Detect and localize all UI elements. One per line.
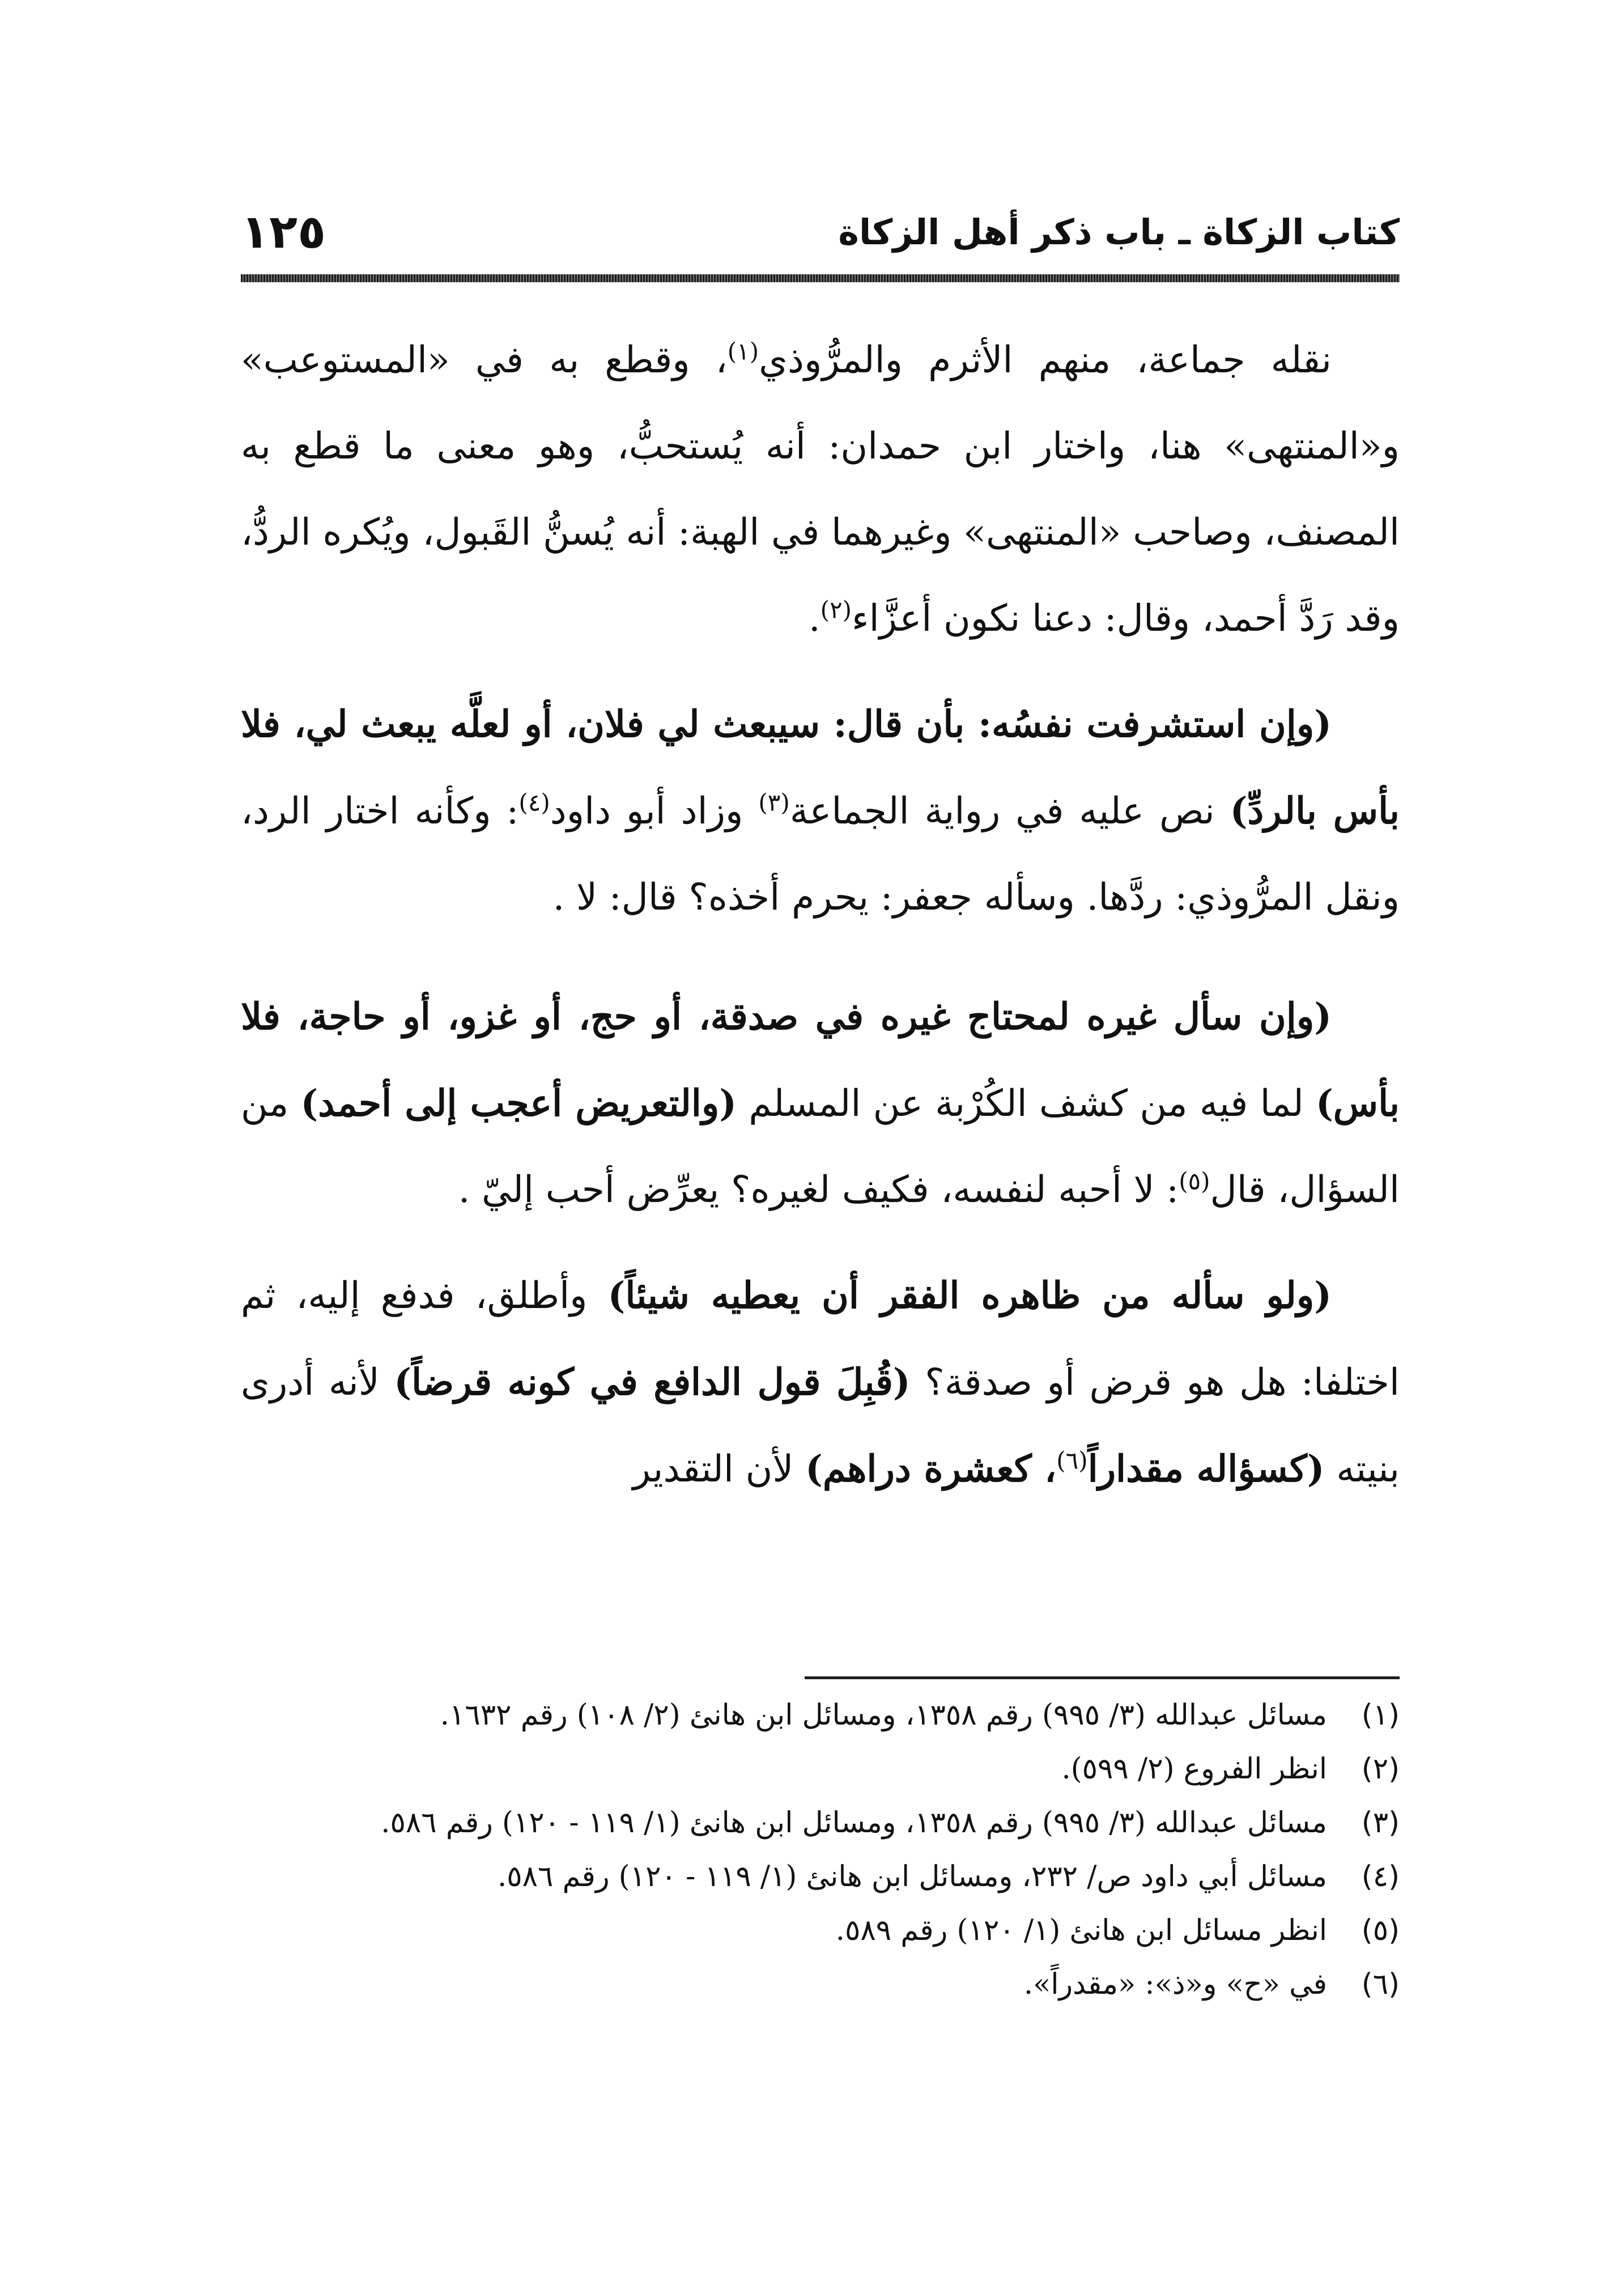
footnote-text: مسائل أبي داود ص/ ٢٣٢، ومسائل ابن هانئ (١/ ١١٩ - ١٢٠) رقم ٥٨٦. <box>498 1860 1327 1893</box>
commentary-text: نقله جماعة، منهم الأثرم والمرُّوذي <box>759 339 1332 381</box>
commentary-text: وزاد أبو داود <box>550 790 759 833</box>
bold-matn-text: (كسؤاله مقداراً <box>1087 1447 1325 1491</box>
footnote-4 <box>241 1850 1400 1903</box>
footnote-reference: (٤) <box>518 788 550 817</box>
header-rule <box>241 274 1400 282</box>
paragraph-2 <box>241 681 1400 941</box>
footnote-1 <box>241 1689 1400 1742</box>
footnote-number: (١) <box>1361 1698 1400 1732</box>
footnote-2 <box>241 1743 1400 1795</box>
footnote-number: (٦) <box>1361 1968 1400 2001</box>
main-text <box>241 317 1400 1644</box>
commentary-text: : لا أحبه لنفسه، فكيف لغيره؟ يعرِّض أحب إليّ . <box>458 1169 1179 1211</box>
commentary-text: : وكأنه اختار الرد، ونقل المرُّوذي: ردَّها. وسأله جعفر: يحرم أخذه؟ قال: لا . <box>241 790 1400 919</box>
footnote-number: (٥) <box>1361 1914 1400 1947</box>
paragraph-1 <box>241 317 1400 662</box>
bold-matn-text: (وإن استشرفت نفسُه: بأن قال: سيبعث لي فلان، أو لعلَّه يبعث لي، فلا بأس بالردِّ) <box>241 703 1400 833</box>
footnote-5 <box>241 1904 1400 1957</box>
footnote-separator <box>805 1676 1400 1679</box>
commentary-text: . <box>809 597 820 640</box>
commentary-text: لأنه أدرى بنيته <box>241 1361 1400 1491</box>
footnote-reference: (٣) <box>758 788 790 817</box>
footnote-text: انظر مسائل ابن هانئ (١/ ١٢٠) رقم ٥٨٩. <box>835 1914 1327 1947</box>
commentary-text: لأن التقدير <box>632 1448 806 1491</box>
footnotes <box>241 1689 1400 2222</box>
commentary-text: لما فيه من كشف الكُرْبة عن المسلم <box>737 1082 1316 1125</box>
footnote-3 <box>241 1797 1400 1849</box>
footnote-text: مسائل عبدالله (٣/ ٩٩٥) رقم ١٣٥٨، ومسائل ابن هانئ (١/ ١١٩ - ١٢٠) رقم ٥٨٦. <box>381 1806 1327 1840</box>
bold-matn-text: (ولو سأله من ظاهره الفقر أن يعطيه شيئاً) <box>607 1274 1332 1317</box>
footnote-number: (٣) <box>1361 1806 1400 1840</box>
commentary-text: ، وقطع به في «المستوعب» و«المنتهى» هنا، واختار ابن حمدان: أنه يُستحبُّ، وهو معنى ما قطع به المصنف، وصاحب «المنتهى» وغيرهما في الهبة: أنه يُسنُّ القَبول، ويُكره الردُّ، وقد رَدَّ أحمد، وقال: دعنا نكون أعزَّاء <box>241 339 1400 640</box>
footnote-reference: (٥) <box>1179 1167 1210 1195</box>
footnote-reference: (٢) <box>820 596 852 624</box>
bold-matn-text: (والتعريض أعجب إلى أحمد) <box>300 1082 737 1125</box>
paragraph-4 <box>241 1252 1400 1513</box>
page-number: ١٢٥ <box>241 205 326 259</box>
page-header <box>241 204 1400 266</box>
footnote-number: (٤) <box>1361 1860 1400 1893</box>
running-title: كتاب الزكاة ـ باب ذكر أهل الزكاة <box>838 211 1400 253</box>
bold-matn-text: (وإن سأل غيره لمحتاج غيره في صدقة، أو حج، أو غزو، أو حاجة، فلا بأس) <box>241 995 1400 1125</box>
commentary-text: نص عليه في رواية الجماعة <box>789 790 1230 833</box>
footnote-number: (٢) <box>1361 1752 1400 1786</box>
bold-matn-text: ، كعشرة دراهم) <box>805 1447 1057 1491</box>
commentary-text: من السؤال، قال <box>241 1082 1400 1211</box>
footnote-text: انظر الفروع (٢/ ٥٩٩). <box>1061 1752 1327 1786</box>
footnote-6 <box>241 1958 1400 2011</box>
commentary-text: وأطلق، فدفع إليه، ثم اختلفا: هل هو قرض أو صدقة؟ <box>241 1275 1400 1404</box>
bold-matn-text: (قُبِلَ قول الدافع في كونه قرضاً) <box>394 1361 911 1404</box>
paragraph-3 <box>241 974 1400 1233</box>
footnote-text: مسائل عبدالله (٣/ ٩٩٥) رقم ١٣٥٨، ومسائل ابن هانئ (٢/ ١٠٨) رقم ١٦٣٢. <box>440 1698 1327 1732</box>
footnote-text: في «ح» و«ذ»: «مقدراً». <box>1023 1968 1327 2001</box>
footnote-reference: (١) <box>727 337 759 366</box>
footnote-reference: (٦) <box>1056 1446 1088 1475</box>
